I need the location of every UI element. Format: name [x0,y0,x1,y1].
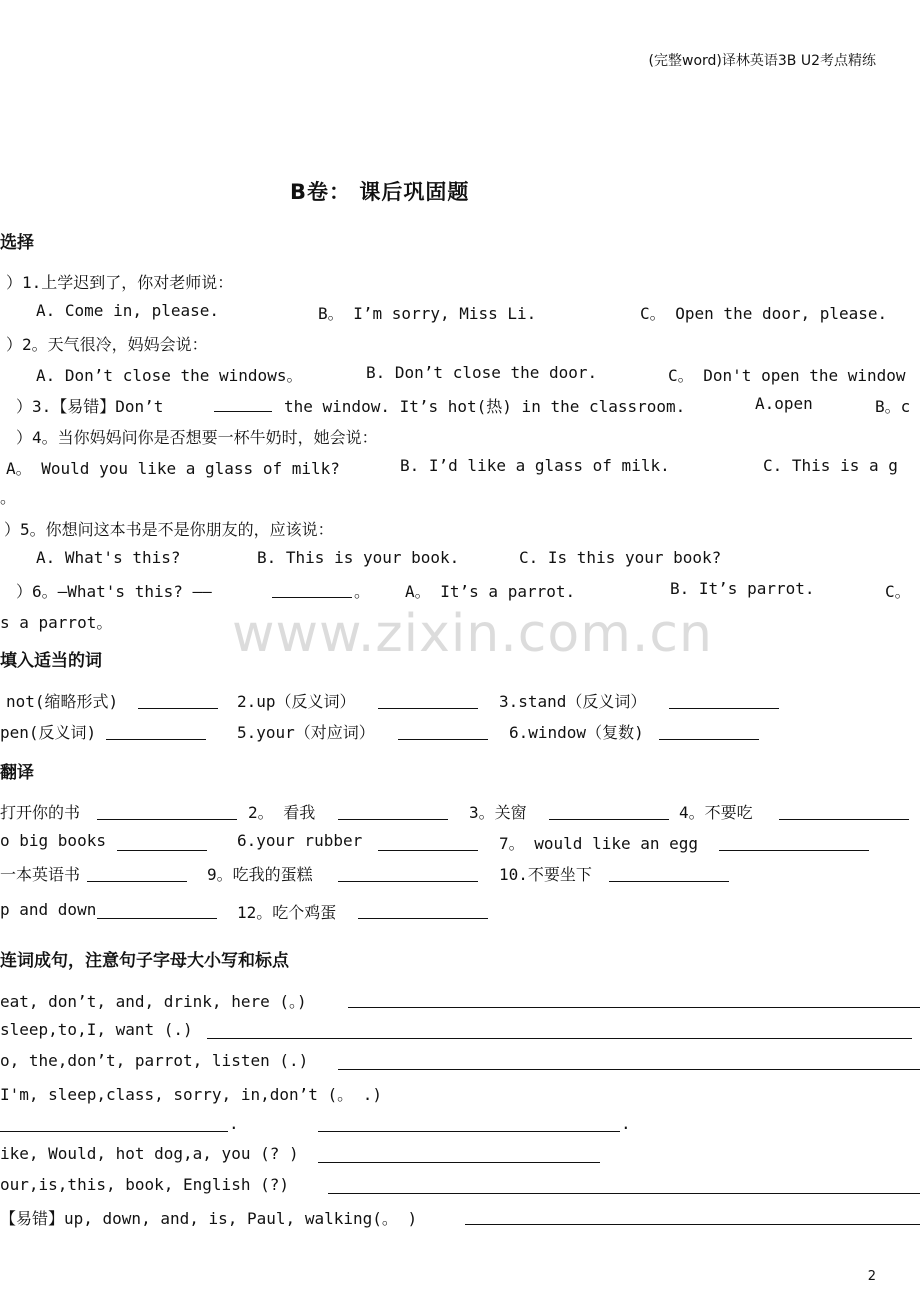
translate-blank-7 [719,850,869,851]
question-4: ）4。当你妈妈问你是否想要一杯牛奶时，她会说： [16,428,378,447]
translate-item-4: 4。不要吃 [679,803,753,822]
section-choice-heading: 选择 [0,233,34,253]
translate-blank-9 [338,881,478,882]
question-4-option-a: A。 Would you like a glass of milk? [6,459,340,478]
fill-item-1: not(缩略形式) [6,692,119,711]
question-5-option-a: A. What's this? [36,548,181,567]
translate-item-12: 12。吃个鸡蛋 [237,903,337,922]
section-fill-heading: 填入适当的词 [0,651,102,671]
question-1-option-a: A. Come in, please. [36,301,220,320]
translate-item-3: 3。关窗 [469,803,527,822]
page-header: (完整word)译林英语3B U2考点精练 [648,53,876,69]
order-item-4-punct-a: . [229,1114,239,1133]
translate-item-6: 6.your rubber [237,831,363,850]
fill-item-6: 6.window（复数) [509,723,644,742]
fill-blank-4 [106,739,206,740]
question-6-start: ）6。–What's this? —— [16,582,212,601]
question-6-option-b: B. It’s parrot. [670,579,815,598]
translate-item-1: 打开你的书 [0,803,81,822]
order-item-6: our,is,this, book, English (?) [0,1175,289,1194]
question-2: ）2。天气很冷，妈妈会说： [6,335,208,354]
question-1-option-b: B。 I’m sorry, Miss Li. [318,304,537,323]
translate-item-9: 9。吃我的蛋糕 [207,865,313,884]
translate-blank-8 [87,881,187,882]
translate-item-7: 7。 would like an egg [499,834,699,853]
section-translate-heading: 翻译 [0,763,34,783]
question-3-option-b: B。c [875,397,911,416]
translate-item-5: o big books [0,831,106,850]
question-6-option-c: C。 [885,582,911,601]
translate-blank-2 [338,819,448,820]
translate-blank-12 [358,918,488,919]
question-6-blank [272,597,352,598]
question-5-option-b: B. This is your book. [257,548,460,567]
order-item-7: 【易错】up, down, and, is, Paul, walking(。 ) [0,1209,418,1228]
question-2-option-c: C。 Don't open the window [668,366,906,385]
order-item-1: eat, don’t, and, drink, here (。) [0,992,307,1011]
order-blank-5 [318,1162,600,1163]
fill-item-3: 3.stand（反义词） [499,692,647,711]
translate-blank-6 [378,850,478,851]
fill-blank-5 [398,739,488,740]
translate-item-10: 10.不要坐下 [499,865,592,884]
order-blank-1 [348,1007,920,1008]
page-number: 2 [867,1269,876,1284]
order-blank-4b [318,1131,620,1132]
translate-blank-4 [779,819,909,820]
page-title: B卷： 课后巩固题 [290,180,470,204]
fill-item-2: 2.up（反义词） [237,692,356,711]
order-blank-6 [328,1193,920,1194]
order-blank-7 [465,1224,920,1225]
fill-blank-1 [138,708,218,709]
question-6-continuation: s a parrot。 [0,613,113,632]
translate-item-8: 一本英语书 [0,865,81,884]
translate-blank-11 [97,918,217,919]
question-3-blank [214,411,272,412]
question-3-option-a: A.open [755,394,813,413]
question-4-option-b: B. I’d like a glass of milk. [400,456,670,475]
order-blank-4a [0,1131,228,1132]
translate-blank-10 [609,881,729,882]
question-1: ）1.上学迟到了，你对老师说： [6,273,234,292]
watermark: www.zixin.com.cn [232,604,713,664]
translate-item-2: 2。 看我 [248,803,316,822]
question-4-option-c: C. This is a g [763,456,898,475]
translate-blank-5 [117,850,207,851]
order-item-4-punct-b: . [621,1114,631,1133]
order-blank-2 [207,1038,912,1039]
question-3-rest: the window. It’s hot(热) in the classroom. [284,397,686,416]
translate-blank-3 [549,819,669,820]
question-2-option-b: B. Don’t close the door. [366,363,598,382]
order-item-2: sleep,to,I, want (.) [0,1020,193,1039]
translate-blank-1 [97,819,237,820]
fill-blank-6 [659,739,759,740]
question-6-option-a: A。 It’s a parrot. [405,582,576,601]
section-order-heading: 连词成句，注意句子字母大小写和标点 [0,951,289,971]
question-4-continuation: 。 [0,488,17,507]
fill-item-5: 5.your（对应词） [237,723,375,742]
question-1-option-c: C。 Open the door, please. [640,304,888,323]
order-item-4: I'm, sleep,class, sorry, in,don’t (。 .) [0,1085,383,1104]
question-2-option-a: A. Don’t close the windows。 [36,366,303,385]
question-5: ）5。你想问这本书是不是你朋友的，应该说： [4,520,334,539]
fill-blank-3 [669,708,779,709]
translate-item-11: p and down [0,900,97,919]
order-blank-3 [338,1069,920,1070]
order-item-3: o, the,don’t, parrot, listen (.) [0,1051,309,1070]
question-3-start: ）3.【易错】Don’t [16,397,164,416]
fill-item-4: pen(反义词) [0,723,97,742]
question-6-punct: 。 [354,582,371,601]
fill-blank-2 [378,708,478,709]
question-5-option-c: C. Is this your book? [519,548,722,567]
order-item-5: ike, Would, hot dog,a, you (? ) [0,1144,299,1163]
